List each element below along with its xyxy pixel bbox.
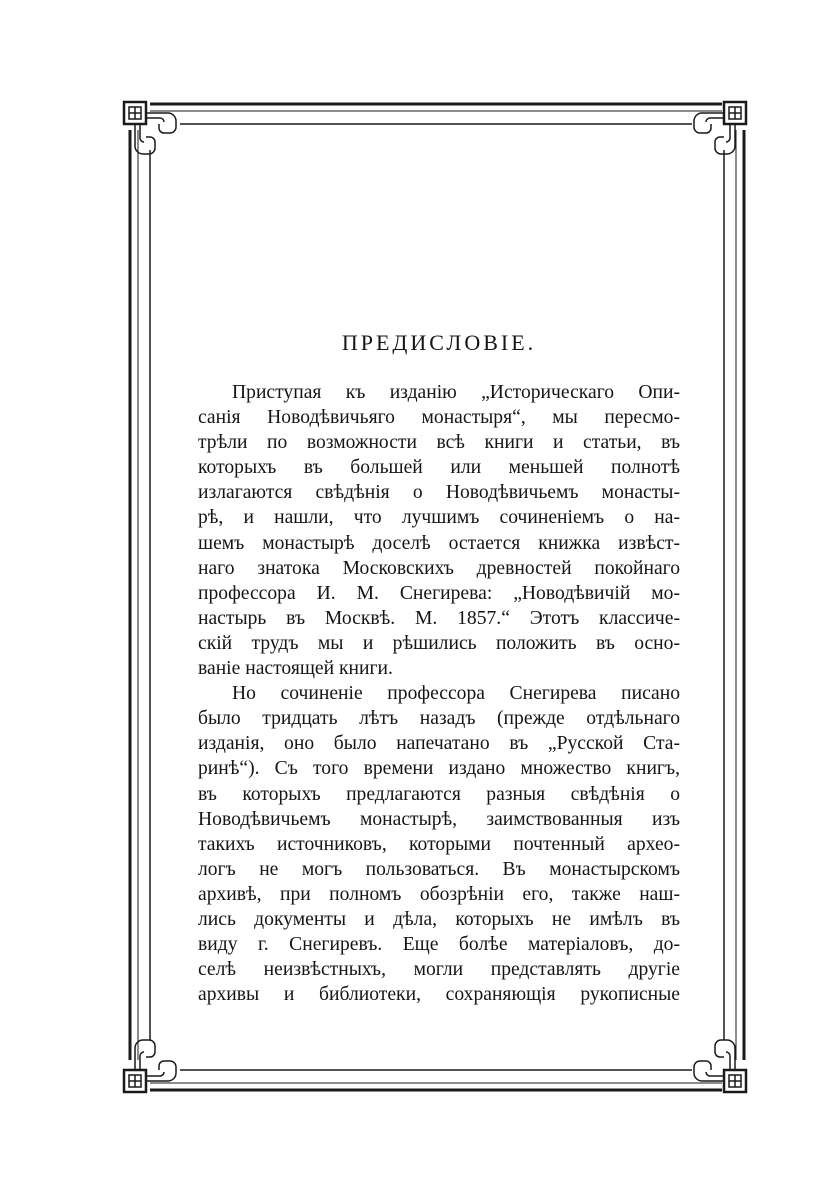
corner-ornament-bottom-right <box>694 1040 746 1092</box>
text-line: архивѣ, при полномъ обозрѣніи его, также наш- <box>198 883 680 905</box>
text-line: лись документы и дѣла, которыхъ не имѣлъ въ <box>198 908 680 930</box>
text-line: Новодѣвичьемъ монастырѣ, заимствованныя изъ <box>198 808 680 830</box>
text-line: наго знатока Московскихъ древностей покойнаго <box>198 557 680 579</box>
text-line: изданія, оно было напечатано въ „Русской Ста- <box>198 733 680 755</box>
text-line: трѣли по возможности всѣ книги и статьи, въ <box>198 432 680 454</box>
text-block <box>198 330 680 1007</box>
text-line: скій трудъ мы и рѣшились положить въ осно- <box>198 632 680 654</box>
text-line: было тридцать лѣтъ назадъ (прежде отдѣльнаго <box>198 708 680 730</box>
text-line: архивы и библиотеки, сохраняющія рукописные <box>198 984 680 1006</box>
text-line: Приступая къ изданію „Историческаго Опи- <box>232 382 680 403</box>
corner-ornament-top-left <box>124 102 176 154</box>
text-line: которыхъ въ большей или меньшей полнотѣ <box>198 457 680 479</box>
text-line: санія Новодѣвичьяго монастыря“, мы пересмо- <box>198 407 680 429</box>
text-line: виду г. Снегиревъ. Еще болѣе матеріаловъ, до- <box>198 934 680 956</box>
paragraph-2 <box>198 681 680 1007</box>
text-line: логъ не могъ пользоваться. Въ монастырскомъ <box>198 858 680 880</box>
text-line: излагаются свѣдѣнія о Новодѣвичьемъ монасты- <box>198 482 680 504</box>
text-line: такихъ источниковъ, которыми почтенный археo- <box>198 833 680 855</box>
text-line: профессора И. М. Снегирева: „Новодѣвичій мо- <box>198 582 680 604</box>
text-line: Но сочиненіе профессора Снегирева писано <box>232 683 680 705</box>
text-line: селѣ неизвѣстныхъ, могли представлять другіе <box>198 959 680 981</box>
text-line: рѣ, и нашли, что лучшимъ сочиненіемъ о на- <box>198 507 680 529</box>
page-title: ПРЕДИСЛОВІЕ. <box>341 330 537 355</box>
text-line: настырь въ Москвѣ. М. 1857.“ Этотъ классиче- <box>198 607 680 629</box>
text-line: ринѣ“). Съ того времени издано множество книгъ, <box>198 758 680 780</box>
text-line: въ которыхъ предлагаются разныя свѣдѣнія о <box>198 783 680 805</box>
corner-ornament-top-right <box>694 102 746 154</box>
corner-ornament-bottom-left <box>124 1040 176 1092</box>
text-line: ваніе настоящей книги. <box>198 658 393 680</box>
paragraph-1 <box>198 380 680 681</box>
text-line: шемъ монастырѣ доселѣ остается книжка извѣст- <box>198 532 680 554</box>
